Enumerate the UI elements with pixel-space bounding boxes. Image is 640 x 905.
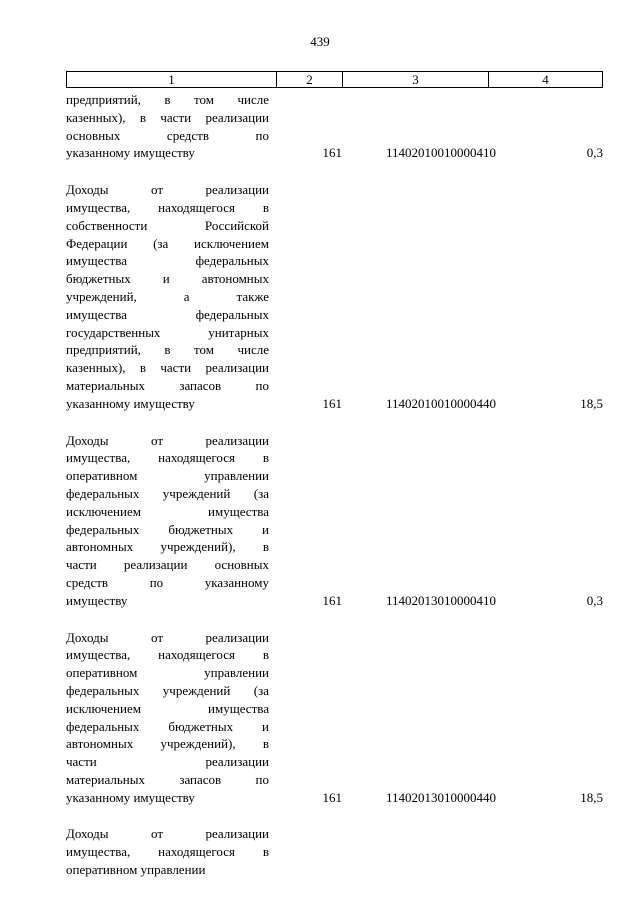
page-number: 439 (310, 34, 330, 49)
table-row (66, 91, 603, 162)
description-line: собственности Российской (66, 217, 269, 233)
description-line: части реализации (66, 754, 269, 770)
row-admin-code: 161 (322, 395, 342, 411)
row-description (66, 629, 269, 807)
description-line: имуществу (66, 592, 128, 608)
description-line: предприятий, в том числе (66, 342, 269, 358)
row-code: 11402013010000410 (385, 592, 496, 608)
row-value: 18,5 (580, 395, 603, 411)
description-line: бюджетных и автономных (66, 271, 269, 287)
row-code: 11402010010000440 (385, 395, 496, 411)
header-col-2: 2 (277, 72, 343, 87)
description-line: учреждений, а также (66, 288, 269, 304)
description-line: основных средств по (66, 127, 269, 143)
row-admin-code: 161 (322, 592, 342, 608)
description-line: Доходы от реализации (66, 182, 269, 198)
description-line: оперативном управлении (66, 468, 269, 484)
table-row (66, 181, 603, 412)
description-line: имущества федеральных (66, 253, 269, 269)
description-line: имущества, находящегося в (66, 844, 269, 860)
description-line: Доходы от реализации (66, 432, 269, 448)
description-line: казенных), в части реализации (66, 109, 269, 125)
description-line: оперативном управлении (66, 862, 206, 878)
description-line: федеральных бюджетных и (66, 521, 269, 537)
row-value: 0,3 (586, 145, 603, 161)
description-line: Федерации (за исключением (66, 235, 269, 251)
description-line: имущества, находящегося в (66, 647, 269, 663)
description-line: имущества, находящегося в (66, 199, 269, 215)
row-description (66, 91, 269, 162)
table-row (66, 629, 603, 807)
header-col-3: 3 (343, 72, 489, 87)
row-value: 18,5 (580, 789, 603, 805)
description-line: Доходы от реализации (66, 826, 269, 842)
description-line: автономных учреждений), в (66, 539, 269, 555)
description-line: материальных запасов по (66, 771, 269, 787)
row-description (66, 825, 269, 878)
description-line: оперативном управлении (66, 665, 269, 681)
description-line: материальных запасов по (66, 377, 269, 393)
description-line: указанному имуществу (66, 789, 195, 805)
description-line: части реализации основных (66, 557, 269, 573)
description-line: Доходы от реализации (66, 629, 269, 645)
table-body (66, 91, 603, 898)
description-line: исключением имущества (66, 700, 269, 716)
description-line: федеральных учреждений (за (66, 682, 269, 698)
row-admin-code: 161 (322, 789, 342, 805)
description-line: указанному имуществу (66, 145, 195, 161)
description-line: государственных унитарных (66, 324, 269, 340)
row-description (66, 181, 269, 412)
table-header (66, 71, 603, 88)
table-row (66, 825, 603, 878)
row-admin-code: 161 (322, 145, 342, 161)
description-line: казенных), в части реализации (66, 360, 269, 376)
table-row (66, 432, 603, 610)
description-line: федеральных учреждений (за (66, 485, 269, 501)
description-line: имущества, находящегося в (66, 450, 269, 466)
description-line: автономных учреждений), в (66, 736, 269, 752)
description-line: средств по указанному (66, 574, 269, 590)
description-line: федеральных бюджетных и (66, 718, 269, 734)
description-line: указанному имуществу (66, 395, 195, 411)
header-col-1: 1 (67, 72, 277, 87)
description-line: имущества федеральных (66, 306, 269, 322)
description-line: предприятий, в том числе (66, 92, 269, 107)
row-description (66, 432, 269, 610)
header-col-4: 4 (542, 72, 549, 87)
description-line: исключением имущества (66, 503, 269, 519)
row-code: 11402013010000440 (385, 789, 496, 805)
row-code: 11402010010000410 (385, 145, 496, 161)
row-value: 0,3 (586, 592, 603, 608)
